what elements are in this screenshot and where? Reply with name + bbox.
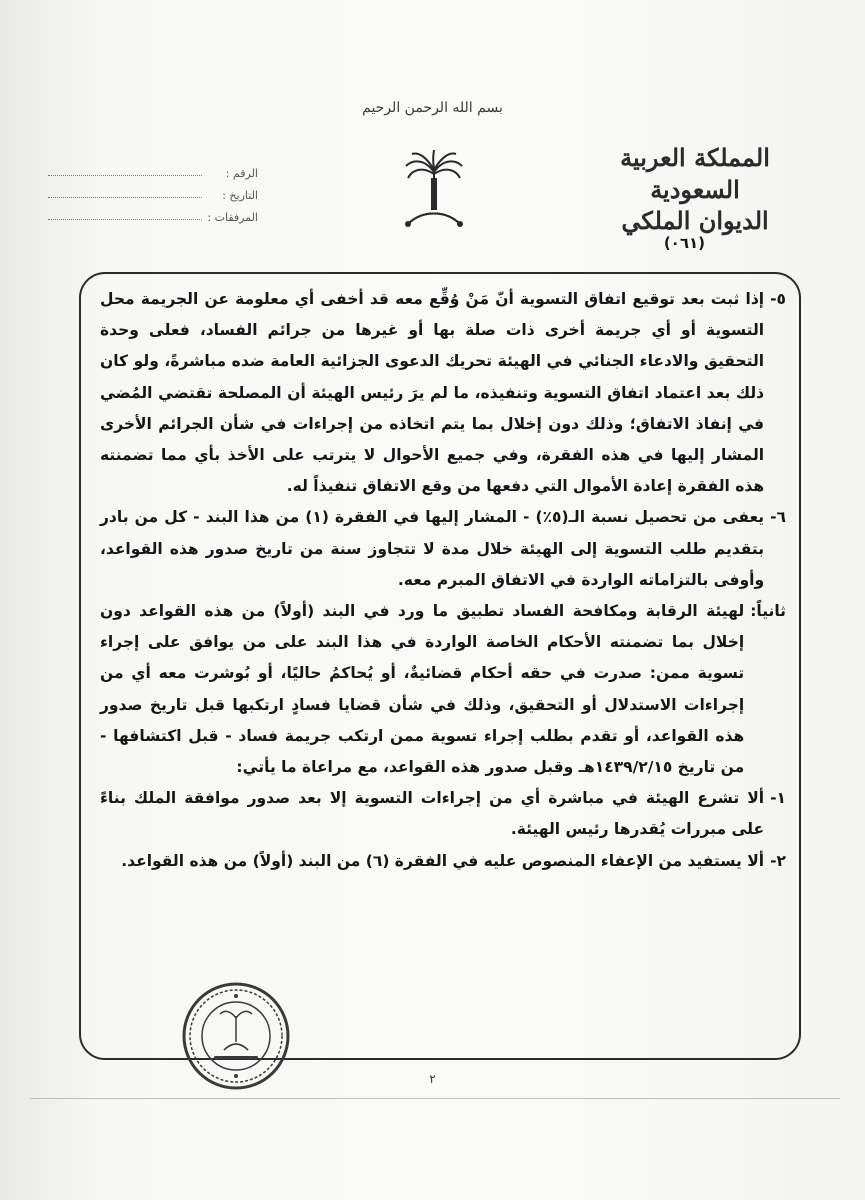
page-number: ٢ — [429, 1072, 436, 1086]
section-second-text: لهيئة الرقابة ومكافحة الفساد تطبيق ما ورد في البند (أولاً) من هذه القواعد دون إخلال بما تضمنته الأحكام الخاصة الواردة في هذا البند على من يوافق على إجراء تسوية ممن: صدرت في حقه أحكام قضائيةٌ، أو يُحاكمُ حاليًا، أو بُوشرت معه أي من إجراءات الاستدلال أو التحقيق، وذلك في شأن قضايا فسادٍ ارتكبها قبل تاريخ صدور هذه القواعد، أو تقدم بطلب إجراء تسوية ممن ارتكب جريمة فساد - قبل اكتشافها - من تاريخ ١٤٣٩/٢/١٥هـ وقبل صدور هذه القواعد، مع مراعاة ما يأتي: — [100, 602, 745, 777]
subclause-1-number: ١- — [770, 789, 786, 808]
clause-6-number: ٦- — [770, 508, 786, 527]
kingdom-name: المملكة العربية السعودية — [620, 143, 770, 204]
document-body — [100, 284, 786, 877]
clause-6-text: يعفى من تحصيل نسبة الـ(٥٪) - المشار إليها في الفقرة (١) من هذا البند - كل من بادر بتقديم طلب التسوية إلى الهيئة خلال مدة لا تتجاوز سنة من تاريخ صدور هذه القواعد، وأوفى بالتزاماته الواردة في الاتفاق المبرم معه. — [100, 508, 765, 589]
letterhead-title — [595, 142, 795, 236]
section-second-label: ثانياً: — [750, 602, 786, 621]
palm-swords-emblem-icon — [398, 148, 470, 232]
clause-5-number: ٥- — [770, 290, 786, 308]
reference-number-label: الرقم : — [225, 167, 258, 180]
reference-date-label: التاريخ : — [222, 189, 258, 202]
clause-6 — [100, 502, 786, 596]
reference-number-row — [48, 158, 258, 180]
attachments-row — [48, 202, 258, 224]
reference-number-line — [48, 174, 202, 176]
subclause-2-number: ٢- — [770, 851, 786, 870]
reference-date-row — [48, 180, 258, 202]
clause-5 — [100, 284, 786, 502]
attachments-line — [48, 218, 202, 220]
reference-date-line — [48, 196, 202, 198]
document-number: (٠٦١) — [663, 234, 705, 252]
subclause-1 — [100, 783, 786, 845]
subclause-1-text: ألا تشرع الهيئة في مباشرة أي من إجراءات التسوية إلا بعد صدور موافقة الملك بناءً على مبررات يُقدرها رئيس الهيئة. — [100, 789, 765, 839]
basmala: بسم الله الرحمن الرحيم — [362, 100, 503, 116]
subclause-2 — [100, 846, 786, 877]
royal-court-name: الديوان الملكي — [621, 206, 769, 235]
clause-5-text: إذا ثبت بعد توقيع اتفاق التسوية أنّ مَنْ وُقِّع معه قد أخفى أي معلومة عن الجريمة محل التسوية أو أي جريمة أخرى ذات صلة بها أو غيرها من جرائم الفساد، فعلى وحدة التحقيق والادعاء الجنائي في الهيئة تحريك الدعوى الجزائية العامة ضده مباشرةً، ولو كان ذلك بعد اعتماد اتفاق التسوية وتنفيذه، ما لم يرَ رئيس الهيئة أن المصلحة تقتضي المُضي في إنفاذ الاتفاق؛ وذلك دون إخلال بما يتم اتخاذه من إجراءات في شأن الجرائم الأخرى المشار إليها في هذه الفقرة، وفي جميع الأحوال لا يترتب على الأخذ بأي مما تضمنته هذه الفقرة إعادة الأموال التي دفعها من وقع الاتفاق تنفيذاً له. — [100, 290, 765, 496]
attachments-label: المرفقات : — [207, 211, 258, 224]
subclause-2-text: ألا يستفيد من الإعفاء المنصوص عليه في الفقرة (٦) من البند (أولاً) من هذه القواعد. — [121, 851, 765, 870]
section-second — [100, 596, 786, 783]
reference-fields — [48, 158, 258, 224]
footer-rule — [30, 1098, 840, 1099]
